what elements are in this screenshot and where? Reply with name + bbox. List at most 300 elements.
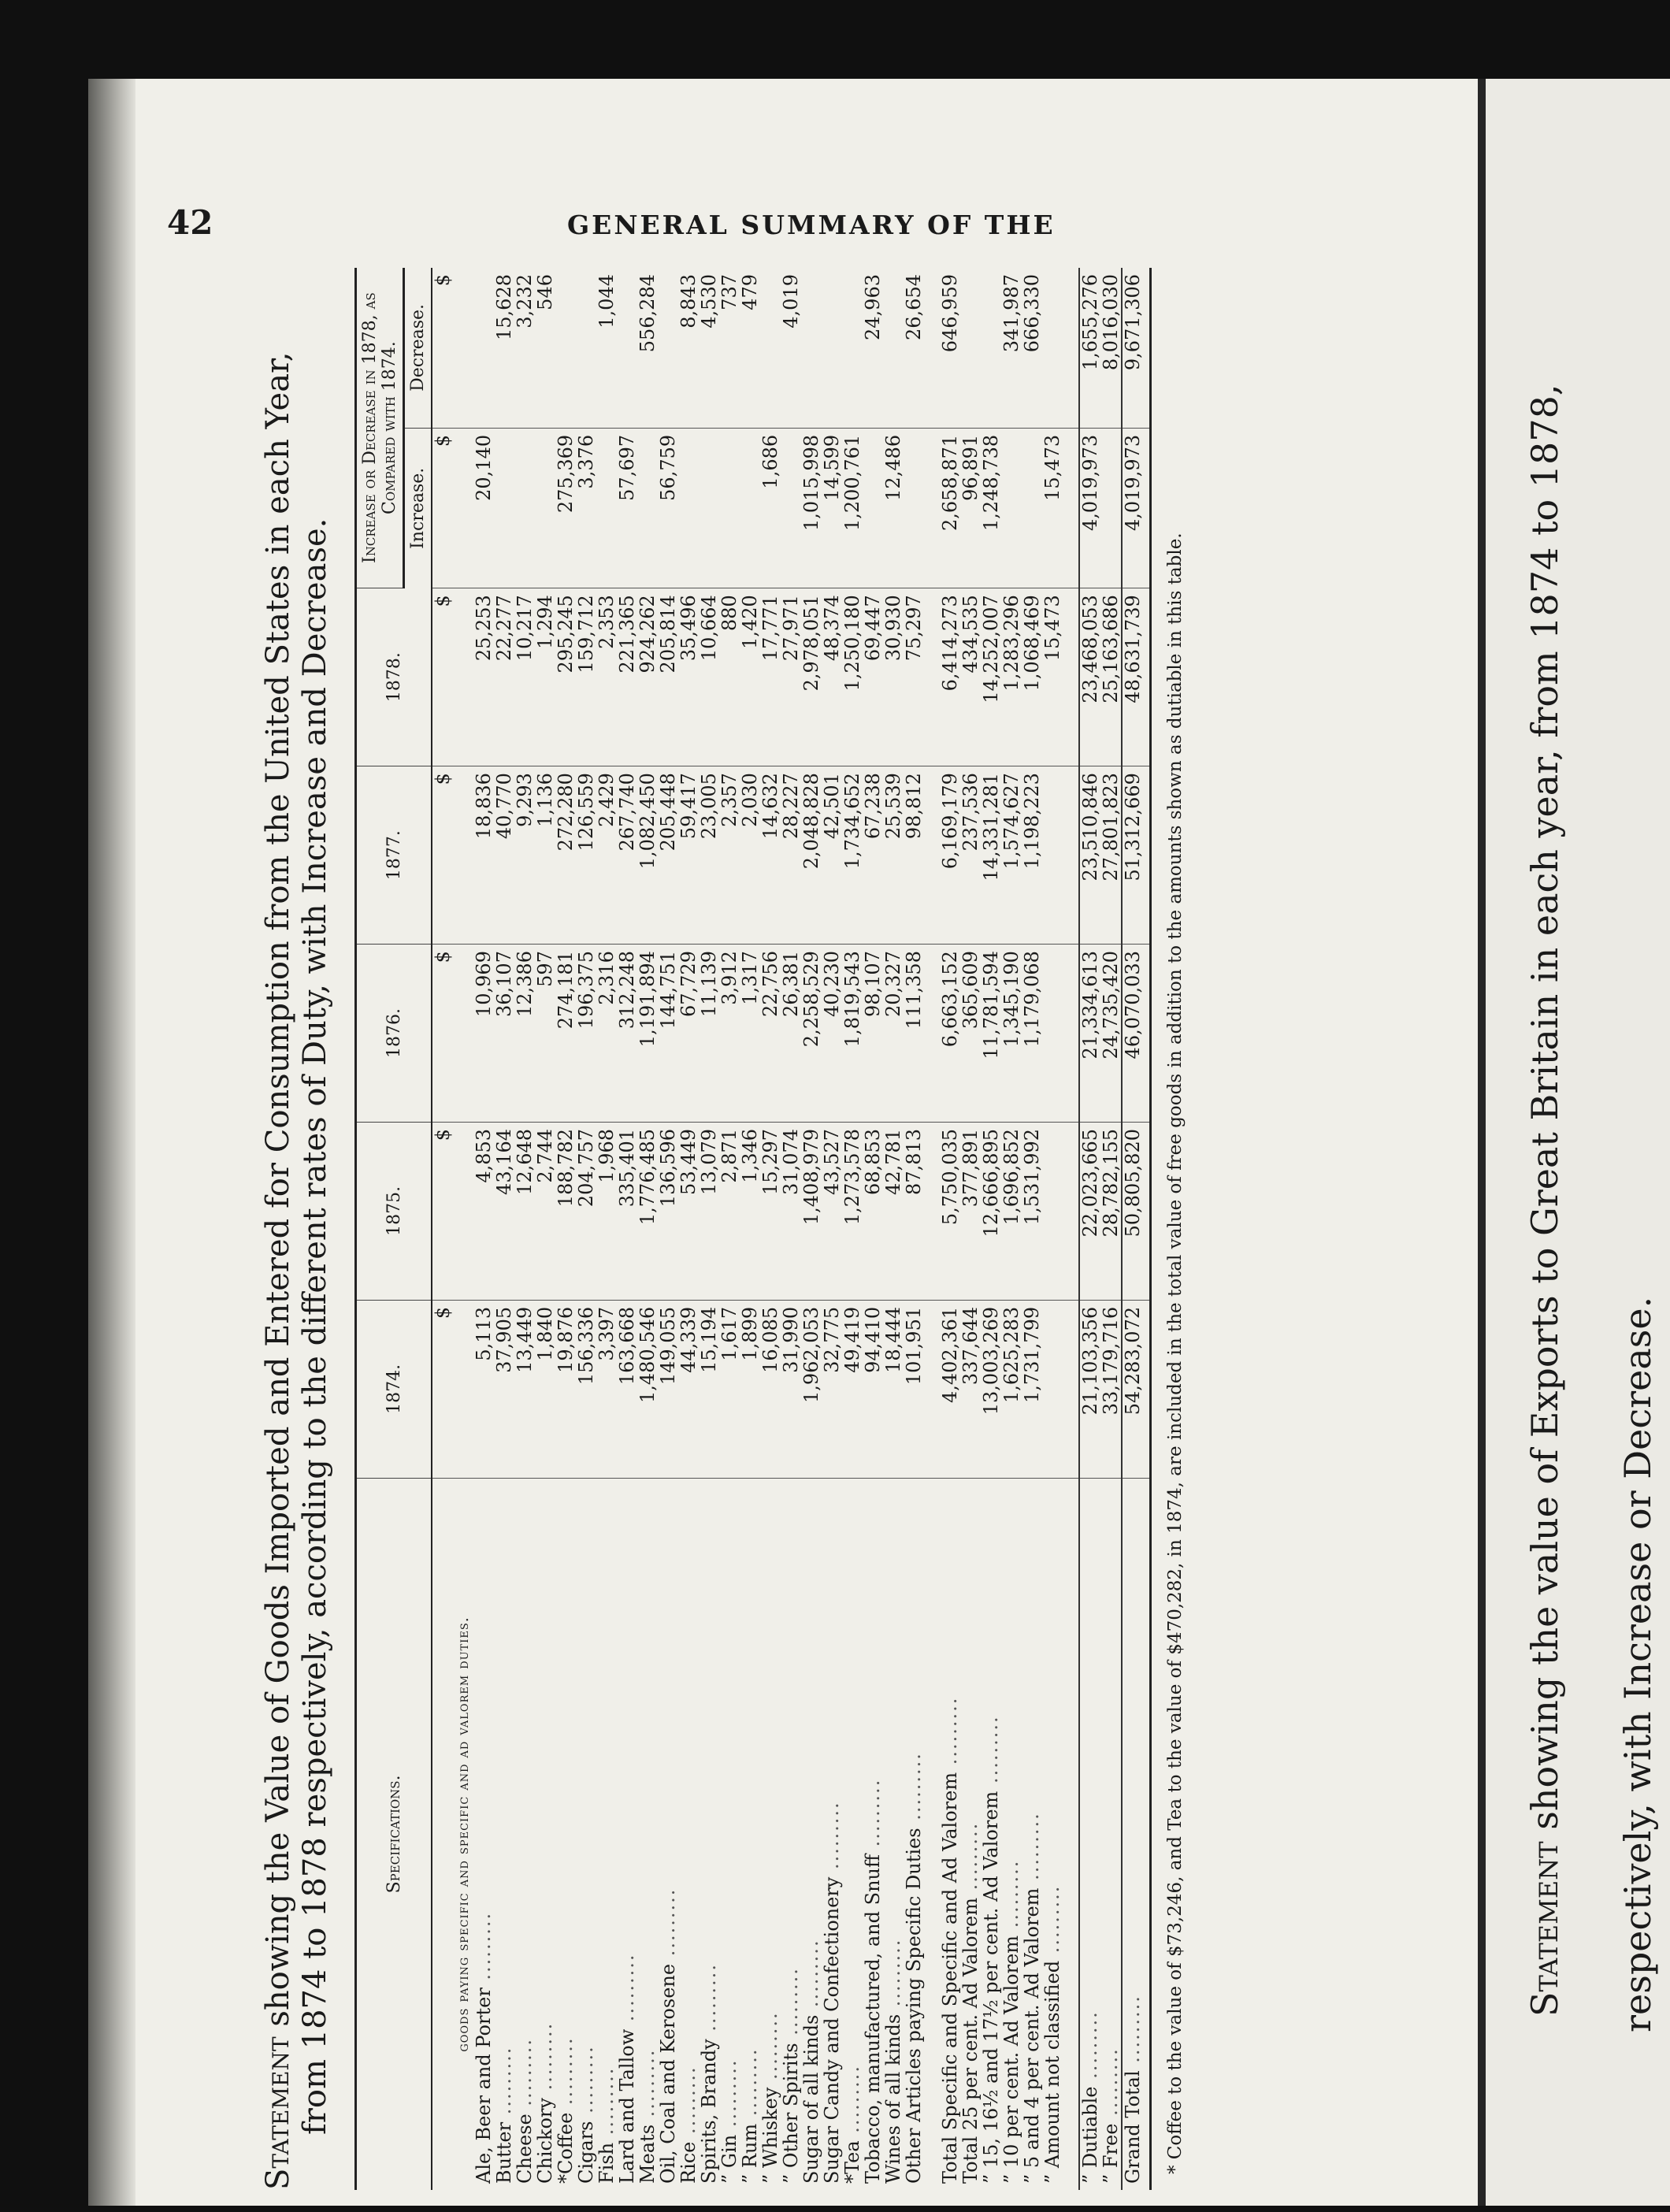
increase-value [1022, 428, 1042, 588]
increase-value: 96,891 [960, 428, 981, 588]
year-value: 335,401 [617, 1122, 637, 1300]
table-row [617, 268, 637, 2190]
running-head: GENERAL SUMMARY OF THE [567, 210, 1056, 240]
table-row [1079, 268, 1100, 2190]
year-value: 204,757 [576, 1122, 596, 1300]
row-label [535, 1478, 555, 2190]
increase-value: 1,686 [760, 428, 781, 588]
row-label [658, 1478, 678, 2190]
row-label-text: ” Amount not classified [1041, 1960, 1064, 2184]
row-label-text: Butter [493, 2121, 516, 2184]
year-value: 14,252,007 [981, 588, 1001, 766]
book-gutter [1478, 79, 1486, 2206]
header-specifications: Specifications. [356, 1478, 432, 2190]
year-value: 312,248 [617, 945, 637, 1123]
currency-symbol: $ [432, 588, 453, 766]
year-value: 2,871 [719, 1122, 740, 1300]
row-label-text: Grand Total [1122, 2070, 1145, 2184]
year-value: 1,776,485 [637, 1122, 658, 1300]
year-value: 67,729 [678, 945, 699, 1123]
decrease-value: 24,963 [863, 268, 883, 428]
row-label-text: Chickory [534, 2098, 557, 2184]
increase-value: 2,658,871 [940, 428, 960, 588]
year-value: 136,596 [658, 1122, 678, 1300]
next-statement-title-lead: Statement [1523, 1841, 1566, 2017]
year-value: 44,339 [678, 1300, 699, 1478]
year-value: 20,327 [883, 945, 904, 1123]
decrease-value: 1,655,276 [1079, 268, 1100, 428]
decrease-value: 1,044 [596, 268, 617, 428]
table-row [699, 268, 719, 2190]
year-value: 4,402,361 [940, 1300, 960, 1478]
year-value: 12,648 [514, 1122, 535, 1300]
row-label [555, 1478, 576, 2190]
year-value: 1,840 [535, 1300, 555, 1478]
year-value: 101,951 [904, 1300, 924, 1478]
increase-value: 3,376 [576, 428, 596, 588]
footnote: * Coffee to the value of $73,246, and Tea to the value of $470,282, in 1874, are included in the total value of free goods in addition to the amounts shown as dutiable in this table. [1165, 533, 1186, 2174]
page-edge-shadow [88, 79, 135, 2206]
year-value: 4,853 [473, 1122, 494, 1300]
year-value: 28,782,155 [1100, 1122, 1122, 1300]
header-increase: Increase. [404, 428, 432, 588]
increase-value [719, 428, 740, 588]
leader-dots: ......... [1100, 2047, 1123, 2124]
year-value: 237,536 [960, 766, 981, 945]
decrease-value: 9,671,306 [1122, 268, 1151, 428]
year-value: 22,277 [494, 588, 514, 766]
year-value: 274,181 [555, 945, 576, 1123]
year-value: 1,346 [740, 1122, 760, 1300]
row-label [637, 1478, 658, 2190]
decrease-value: 4,530 [699, 268, 719, 428]
increase-value [699, 428, 719, 588]
leader-dots: ......... [980, 1715, 1003, 1791]
leader-dots: ......... [636, 2048, 659, 2125]
decrease-value: 479 [740, 268, 760, 428]
decrease-value [760, 268, 781, 428]
year-value: 1,273,578 [842, 1122, 863, 1300]
row-label [576, 1478, 596, 2190]
table-row [960, 268, 981, 2190]
spacer-row [1063, 268, 1079, 2190]
increase-value: 1,248,738 [981, 428, 1001, 588]
leader-dots: ......... [1021, 1812, 1044, 1888]
year-value: 2,316 [596, 945, 617, 1123]
table-row [940, 268, 960, 2190]
next-statement-title [1523, 47, 1566, 2017]
year-value: 205,814 [658, 588, 678, 766]
year-value: 98,812 [904, 766, 924, 945]
increase-value [781, 428, 801, 588]
decrease-value [960, 268, 981, 428]
year-value: 1,625,283 [1001, 1300, 1022, 1478]
year-value: 53,449 [678, 1122, 699, 1300]
year-value: 597 [535, 945, 555, 1123]
year-value: 14,632 [760, 766, 781, 945]
row-label [960, 1478, 981, 2190]
increase-value [863, 428, 883, 588]
decrease-value: 8,843 [678, 268, 699, 428]
next-statement-subtitle: respectively, with Increase or Decrease. [1616, 1296, 1659, 2032]
year-value: 67,238 [863, 766, 883, 945]
year-value: 68,853 [863, 1122, 883, 1300]
row-label [719, 1478, 740, 2190]
table-row [760, 268, 781, 2190]
year-value: 1,317 [740, 945, 760, 1123]
spacer-row [924, 268, 940, 2190]
page-number: 42 [167, 203, 213, 242]
year-value: 18,836 [473, 766, 494, 945]
year-value: 144,751 [658, 945, 678, 1123]
decrease-value: 646,959 [940, 268, 960, 428]
year-value: 156,336 [576, 1300, 596, 1478]
row-label-text: Oil, Coal and Kerosene [657, 1963, 680, 2184]
currency-symbol: $ [432, 268, 453, 428]
increase-value: 56,759 [658, 428, 678, 588]
row-label-text: ” Whiskey [759, 2087, 782, 2184]
decrease-value [576, 268, 596, 428]
leader-dots: ......... [575, 2045, 598, 2121]
year-value: 1,345,190 [1001, 945, 1022, 1123]
section-heading: goods paying specific and specific and ad valorem duties. [455, 1616, 473, 2052]
row-label [863, 1478, 883, 2190]
decrease-value [617, 268, 637, 428]
year-value: 163,668 [617, 1300, 637, 1478]
leader-dots: ......... [698, 1963, 721, 2039]
year-value: 33,179,716 [1100, 1300, 1122, 1478]
currency-symbol: $ [432, 1122, 453, 1300]
year-value: 27,801,823 [1100, 766, 1122, 945]
row-label [981, 1478, 1001, 2190]
year-value: 10,969 [473, 945, 494, 1123]
decrease-value: 666,330 [1022, 268, 1042, 428]
increase-value: 12,486 [883, 428, 904, 588]
increase-value: 20,140 [473, 428, 494, 588]
year-value: 69,447 [863, 588, 883, 766]
leader-dots: ......... [882, 1938, 905, 2014]
year-value: 25,539 [883, 766, 904, 945]
year-value: 1,191,894 [637, 945, 658, 1123]
increase-value: 4,019,973 [1122, 428, 1151, 588]
header-decrease: Decrease. [404, 268, 432, 428]
year-value: 2,048,828 [801, 766, 822, 945]
increase-value: 275,369 [555, 428, 576, 588]
year-value: 13,449 [514, 1300, 535, 1478]
row-label [494, 1478, 514, 2190]
year-value: 1,962,053 [801, 1300, 822, 1478]
row-label-text: ” 5 and 4 per cent. Ad Valorem [1021, 1887, 1044, 2184]
year-value: 48,374 [822, 588, 842, 766]
increase-value [637, 428, 658, 588]
year-value: 3,397 [596, 1300, 617, 1478]
table-row [514, 268, 535, 2190]
row-label [473, 1478, 494, 2190]
row-label [514, 1478, 535, 2190]
year-value: 1,968 [596, 1122, 617, 1300]
year-value: 6,663,152 [940, 945, 960, 1123]
leader-dots: ......... [862, 1778, 885, 1854]
year-value: 1,574,627 [1001, 766, 1022, 945]
leader-dots: ......... [739, 2047, 762, 2124]
year-value: 149,055 [658, 1300, 678, 1478]
year-value: 21,334,613 [1079, 945, 1100, 1123]
row-label-text: Total Specific and Specific and Ad Valorem [939, 1772, 962, 2184]
header-year: 1877. [356, 766, 432, 945]
leader-dots: ......... [677, 2065, 700, 2142]
row-label-text: ” Free [1100, 2123, 1123, 2184]
decrease-value [981, 268, 1001, 428]
table-row [535, 268, 555, 2190]
leader-dots: ......... [555, 2036, 577, 2113]
increase-value [494, 428, 514, 588]
row-label-text: Spirits, Brandy [698, 2039, 721, 2184]
year-value: 23,510,846 [1079, 766, 1100, 945]
decrease-value: 4,019 [781, 268, 801, 428]
table-row [883, 268, 904, 2190]
year-value: 1,734,652 [842, 766, 863, 945]
decrease-value [473, 268, 494, 428]
year-value: 1,068,469 [1022, 588, 1042, 766]
header-year: 1874. [356, 1300, 432, 1478]
header-change-group: Increase or Decrease in 1878, as Compared with 1874. [356, 268, 404, 588]
year-value: 1,531,992 [1022, 1122, 1042, 1300]
row-label [1042, 1478, 1063, 2190]
row-label-text: Rice [677, 2141, 700, 2184]
leader-dots: ......... [939, 1696, 962, 1772]
year-value: 16,085 [760, 1300, 781, 1478]
year-value: 19,876 [555, 1300, 576, 1478]
increase-value: 1,200,761 [842, 428, 863, 588]
year-value: 1,136 [535, 766, 555, 945]
row-label [1001, 1478, 1022, 2190]
table-row [1022, 268, 1042, 2190]
decrease-value: 8,016,030 [1100, 268, 1122, 428]
year-value: 2,429 [596, 766, 617, 945]
table-row [494, 268, 514, 2190]
year-value: 43,527 [822, 1122, 842, 1300]
year-value: 35,496 [678, 588, 699, 766]
increase-value: 57,697 [617, 428, 637, 588]
year-value [1042, 1122, 1063, 1300]
year-value: 36,107 [494, 945, 514, 1123]
year-value: 5,113 [473, 1300, 494, 1478]
year-value: 205,448 [658, 766, 678, 945]
table-row [781, 268, 801, 2190]
leader-dots: ......... [534, 2021, 557, 2099]
table-row [596, 268, 617, 2190]
decrease-value [1042, 268, 1063, 428]
row-label [1122, 1478, 1151, 2190]
year-value: 30,930 [883, 588, 904, 766]
year-value: 48,631,739 [1122, 588, 1151, 766]
row-label-text: ” 10 per cent. Ad Valorem [1000, 1935, 1023, 2184]
increase-value [1001, 428, 1022, 588]
year-value: 11,139 [699, 945, 719, 1123]
row-label-text: ” Other Spirits [780, 2043, 803, 2184]
statement-title-lead: Statement [260, 2036, 296, 2190]
row-label-text: ” Dutiable [1079, 2086, 1102, 2184]
year-value: 14,331,281 [981, 766, 1001, 945]
year-value: 196,375 [576, 945, 596, 1123]
decrease-value [842, 268, 863, 428]
table-row [637, 268, 658, 2190]
year-value: 22,023,665 [1079, 1122, 1100, 1300]
year-value: 2,258,529 [801, 945, 822, 1123]
leader-dots: ......... [616, 1953, 639, 2029]
table-row [1001, 268, 1022, 2190]
row-label [801, 1478, 822, 2190]
row-label [740, 1478, 760, 2190]
row-label [940, 1478, 960, 2190]
year-value: 23,005 [699, 766, 719, 945]
table-row [822, 268, 842, 2190]
year-value [1042, 945, 1063, 1123]
leader-dots: ......... [780, 1967, 803, 2043]
year-value: 1,899 [740, 1300, 760, 1478]
year-value: 51,312,669 [1122, 766, 1151, 945]
year-value: 43,164 [494, 1122, 514, 1300]
row-label-text: Sugar Candy and Confectionery [821, 1876, 844, 2184]
decrease-value: 556,284 [637, 268, 658, 428]
year-value: 27,971 [781, 588, 801, 766]
year-value: 126,559 [576, 766, 596, 945]
year-value: 3,912 [719, 945, 740, 1123]
year-value: 1,420 [740, 588, 760, 766]
statement-table-body [432, 268, 1151, 2190]
decrease-value: 341,987 [1001, 268, 1022, 428]
row-label [842, 1478, 863, 2190]
decrease-value [822, 268, 842, 428]
year-value: 6,169,179 [940, 766, 960, 945]
row-label [678, 1478, 699, 2190]
decrease-value: 26,654 [904, 268, 924, 428]
decrease-value: 3,232 [514, 268, 535, 428]
year-value: 49,419 [842, 1300, 863, 1478]
year-value: 50,805,820 [1122, 1122, 1151, 1300]
table-row [904, 268, 924, 2190]
year-value: 10,217 [514, 588, 535, 766]
leader-dots: ......... [596, 2066, 618, 2143]
year-value: 24,735,420 [1100, 945, 1122, 1123]
year-value: 2,030 [740, 766, 760, 945]
statement-title [260, 268, 334, 2190]
decrease-value [801, 268, 822, 428]
header-year: 1878. [356, 588, 432, 766]
year-value: 111,358 [904, 945, 924, 1123]
section-heading-row [453, 268, 473, 2190]
year-value: 11,781,594 [981, 945, 1001, 1123]
row-label-text: Total 25 per cent. Ad Valorem [959, 1897, 982, 2184]
table-row [1122, 268, 1151, 2190]
year-value: 25,163,686 [1100, 588, 1122, 766]
table-row [1042, 268, 1063, 2190]
year-value: 87,813 [904, 1122, 924, 1300]
year-value: 337,644 [960, 1300, 981, 1478]
year-value: 54,283,072 [1122, 1300, 1151, 1478]
year-value: 98,107 [863, 945, 883, 1123]
increase-value: 1,015,998 [801, 428, 822, 588]
year-value: 267,740 [617, 766, 637, 945]
row-label-text: ” Rum [739, 2123, 762, 2184]
year-value: 434,535 [960, 588, 981, 766]
year-value: 75,297 [904, 588, 924, 766]
year-value: 1,198,223 [1022, 766, 1042, 945]
year-value: 18,444 [883, 1300, 904, 1478]
leader-dots: ......... [903, 1752, 926, 1828]
row-label-text: Meats [636, 2124, 659, 2184]
currency-symbol: $ [432, 945, 453, 1123]
leader-dots: ......... [841, 2065, 864, 2141]
year-value: 46,070,033 [1122, 945, 1151, 1123]
increase-value [904, 428, 924, 588]
year-value: 40,770 [494, 766, 514, 945]
row-label-text: *Coffee [555, 2112, 577, 2184]
year-value: 13,003,269 [981, 1300, 1001, 1478]
leader-dots: ......... [657, 1887, 680, 1964]
leader-dots: ......... [718, 2058, 741, 2135]
leader-dots: ......... [821, 1801, 844, 1877]
table-row [863, 268, 883, 2190]
table-row [678, 268, 699, 2190]
year-value: 26,381 [781, 945, 801, 1123]
row-label-text: ” Gin [718, 2134, 741, 2184]
year-value: 1,819,543 [842, 945, 863, 1123]
row-label [1100, 1478, 1122, 2190]
increase-value: 4,019,973 [1079, 428, 1100, 588]
year-value: 42,501 [822, 766, 842, 945]
leader-dots: ......... [759, 2011, 782, 2088]
year-value: 31,074 [781, 1122, 801, 1300]
year-value: 1,283,296 [1001, 588, 1022, 766]
year-value: 924,262 [637, 588, 658, 766]
row-label-text: *Tea [841, 2140, 864, 2184]
decrease-value: 546 [535, 268, 555, 428]
year-value: 1,294 [535, 588, 555, 766]
year-value: 28,227 [781, 766, 801, 945]
table-row [981, 268, 1001, 2190]
year-value: 377,891 [960, 1122, 981, 1300]
table-row [719, 268, 740, 2190]
row-label-text: ” 15, 16½ and 17½ per cent. Ad Valorem [980, 1791, 1003, 2184]
currency-symbol: $ [432, 766, 453, 945]
row-label-text: Fish [596, 2142, 618, 2184]
row-label-text: Other Articles paying Specific Duties [903, 1828, 926, 2184]
increase-value: 14,599 [822, 428, 842, 588]
leader-dots: ......... [493, 2046, 516, 2122]
year-value: 15,297 [760, 1122, 781, 1300]
header-year: 1876. [356, 945, 432, 1123]
decrease-value [658, 268, 678, 428]
year-value: 32,775 [822, 1300, 842, 1478]
year-value: 15,473 [1042, 588, 1063, 766]
increase-value [514, 428, 535, 588]
row-label [781, 1478, 801, 2190]
year-value: 1,696,852 [1001, 1122, 1022, 1300]
year-value: 21,103,356 [1079, 1300, 1100, 1478]
row-label [596, 1478, 617, 2190]
row-label [699, 1478, 719, 2190]
year-value: 1,480,546 [637, 1300, 658, 1478]
year-value: 2,978,051 [801, 588, 822, 766]
year-value: 42,781 [883, 1122, 904, 1300]
row-label-text: Tobacco, manufactured, and Snuff [862, 1854, 885, 2184]
year-value: 188,782 [555, 1122, 576, 1300]
increase-value [596, 428, 617, 588]
row-label [1079, 1478, 1100, 2190]
row-label [1022, 1478, 1042, 2190]
increase-value [535, 428, 555, 588]
